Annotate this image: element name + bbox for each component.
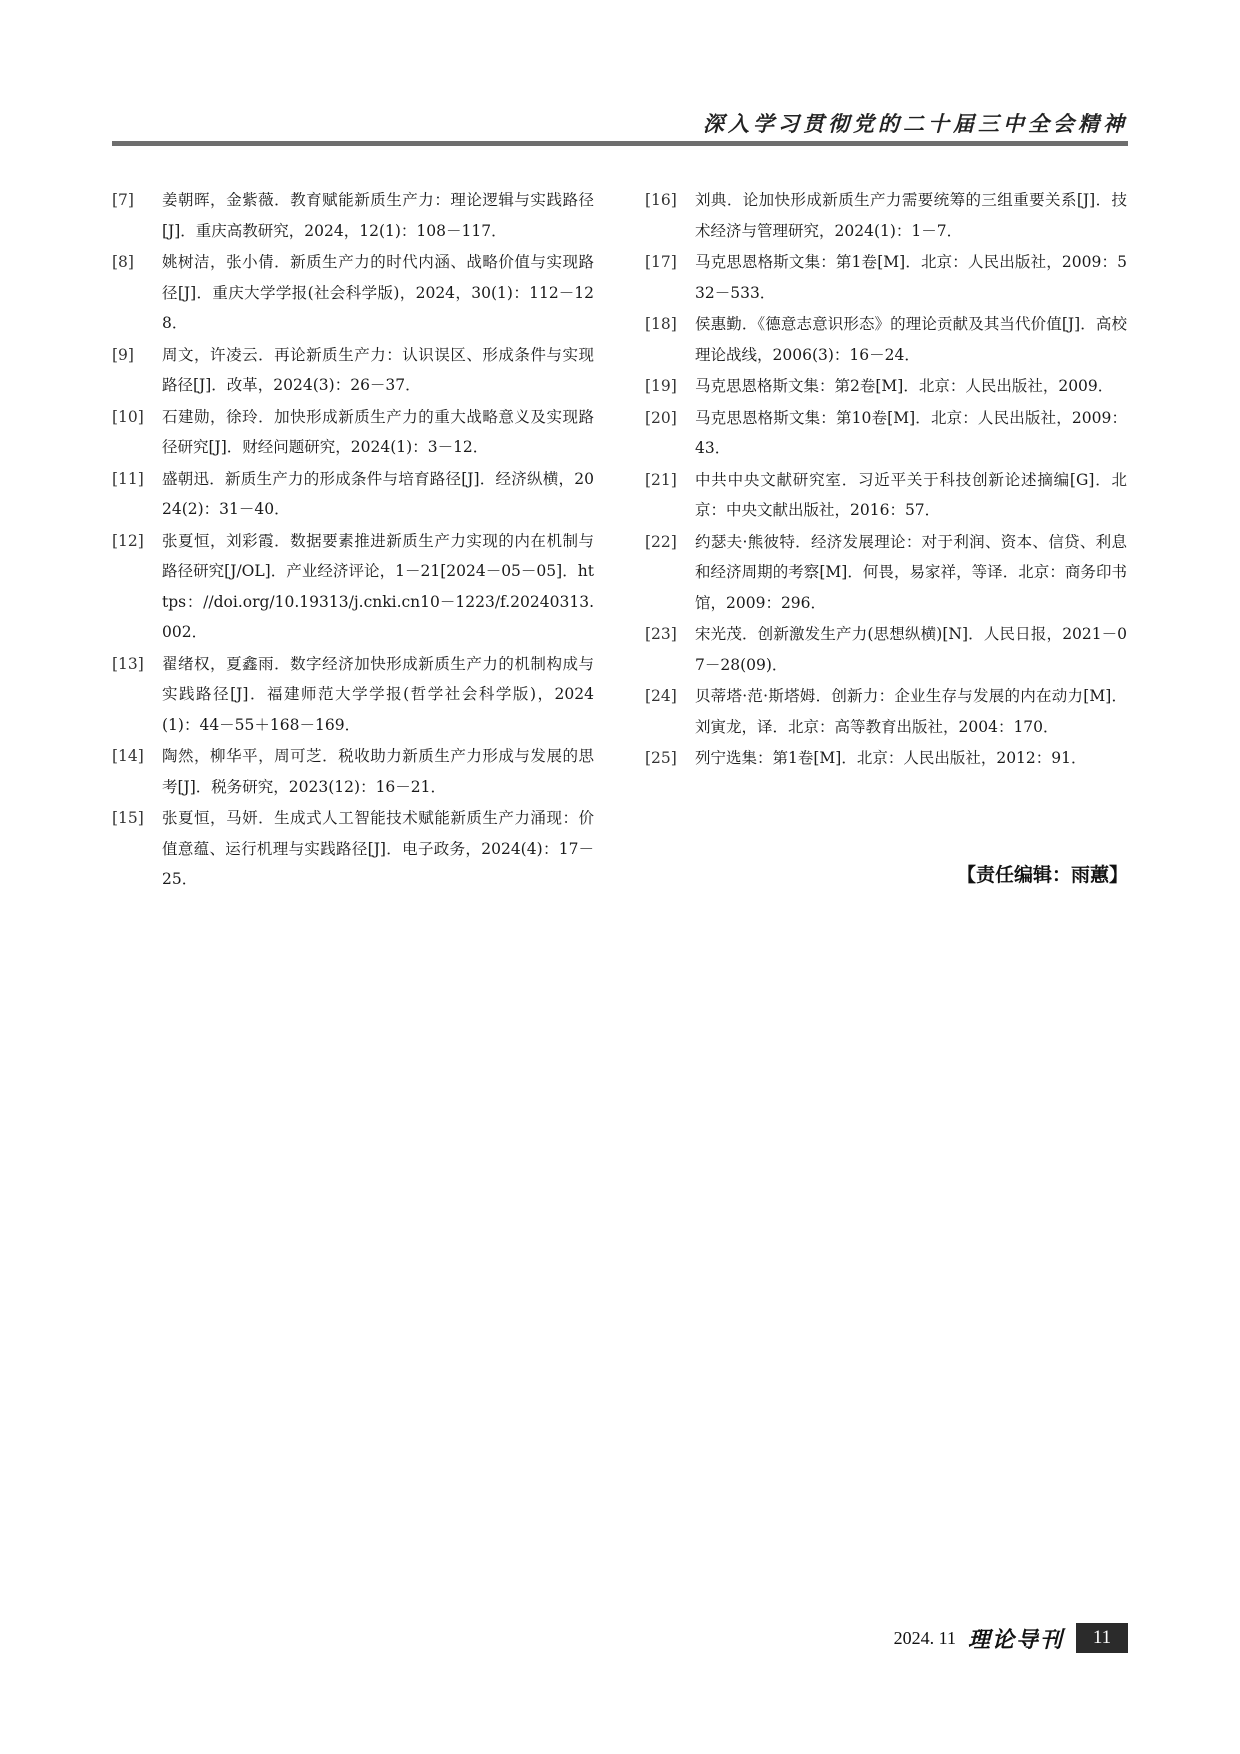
reference-item	[112, 185, 594, 246]
reference-number: [10]	[112, 407, 144, 426]
reference-item	[645, 619, 1127, 680]
reference-item	[645, 403, 1127, 464]
reference-text: 张夏恒，马妍．生成式人工智能技术赋能新质生产力涌现：价值意蕴、运行机理与实践路径[J]．电子政务，2024(4)：17－25．	[162, 809, 594, 888]
reference-text: 马克思恩格斯文集：第1卷[M]．北京：人民出版社，2009：532－533．	[695, 253, 1127, 302]
reference-number: [12]	[112, 531, 144, 550]
reference-text: 周文，许凌云．再论新质生产力：认识误区、形成条件与实现路径[J]．改革，2024(3)：26－37．	[162, 345, 594, 394]
reference-number: [24]	[645, 687, 677, 705]
reference-text: 石建勋，徐玲．加快形成新质生产力的重大战略意义及实现路径研究[J]．财经问题研究，2024(1)：3－12．	[162, 407, 594, 456]
running-header-title: 深入学习贯彻党的二十届三中全会精神	[703, 112, 1128, 136]
reference-number: [22]	[645, 532, 677, 551]
reference-item	[645, 371, 1127, 402]
reference-item	[645, 681, 1127, 742]
reference-text: 陶然，柳华平，周可芝．税收助力新质生产力形成与发展的思考[J]．税务研究，2023(12)：16－21．	[162, 747, 594, 796]
page-footer	[894, 1623, 1128, 1653]
reference-number: [17]	[645, 253, 677, 271]
reference-number: [14]	[112, 747, 144, 765]
reference-text: 中共中央文献研究室．习近平关于科技创新论述摘编[G]．北京：中央文献出版社，2016：57．	[695, 470, 1127, 519]
references-right-column	[645, 185, 1127, 775]
reference-item	[112, 247, 594, 339]
reference-number: [8]	[112, 253, 134, 271]
reference-item	[645, 309, 1127, 370]
reference-item	[645, 527, 1127, 619]
reference-number: [21]	[645, 470, 677, 489]
reference-item	[112, 526, 594, 648]
reference-text: 姜朝晖，金紫薇．教育赋能新质生产力：理论逻辑与实践路径[J]．重庆高教研究，2024，12(1)：108－117．	[162, 191, 594, 240]
reference-number: [11]	[112, 469, 144, 488]
reference-item	[112, 402, 594, 463]
reference-number: [13]	[112, 654, 144, 673]
reference-item	[112, 803, 594, 895]
reference-text: 约瑟夫·熊彼特．经济发展理论：对于利润、资本、信贷、利息和经济周期的考察[M]．何畏，易家祥，等译．北京：商务印书馆，2009：296．	[695, 532, 1127, 612]
reference-number: [23]	[645, 625, 677, 643]
reference-number: [25]	[645, 749, 677, 767]
responsible-editor-note: 【责任编辑：雨蕙】	[956, 864, 1128, 886]
journal-name: 理论导刊	[967, 1626, 1064, 1653]
references-left-column	[112, 185, 594, 896]
reference-number: [16]	[645, 191, 677, 209]
header-rule	[112, 141, 1128, 146]
reference-item	[112, 741, 594, 802]
reference-number: [18]	[645, 315, 677, 333]
reference-text: 盛朝迅．新质生产力的形成条件与培育路径[J]．经济纵横，2024(2)：31－40．	[162, 469, 594, 518]
reference-text: 宋光茂．创新激发生产力(思想纵横)[N]．人民日报，2021－07－28(09)．	[695, 625, 1127, 674]
reference-item	[112, 649, 594, 741]
reference-text: 马克思恩格斯文集：第2卷[M]．北京：人民出版社，2009．	[695, 377, 1114, 395]
reference-number: [7]	[112, 191, 134, 209]
reference-text: 侯惠勤．《德意志意识形态》的理论贡献及其当代价值[J]．高校理论战线，2006(3)：16－24．	[695, 315, 1127, 364]
reference-text: 贝蒂塔·范·斯塔姆．创新力：企业生存与发展的内在动力[M]．刘寅龙，译．北京：高等教育出版社，2004：170．	[695, 687, 1127, 736]
reference-item	[645, 743, 1127, 774]
reference-number: [20]	[645, 408, 677, 427]
reference-text: 张夏恒，刘彩霞．数据要素推进新质生产力实现的内在机制与路径研究[J/OL]．产业经济评论，1－21[2024－05－05]．https：//doi.org/10.19313/j.cnki.cn10－1223/f.20240313.002．	[162, 531, 594, 641]
reference-item	[645, 465, 1127, 526]
reference-item	[645, 247, 1127, 308]
reference-number: [19]	[645, 377, 677, 395]
reference-number: [15]	[112, 809, 144, 827]
reference-number: [9]	[112, 345, 134, 364]
page-number: 11	[1076, 1623, 1128, 1653]
reference-text: 刘典．论加快形成新质生产力需要统筹的三组重要关系[J]．技术经济与管理研究，2024(1)：1－7．	[695, 191, 1127, 240]
reference-text: 翟绪权，夏鑫雨．数字经济加快形成新质生产力的机制构成与实践路径[J]．福建师范大学学报(哲学社会科学版)，2024(1)：44－55＋168－169．	[162, 654, 594, 734]
reference-item	[645, 185, 1127, 246]
reference-text: 姚树洁，张小倩．新质生产力的时代内涵、战略价值与实现路径[J]．重庆大学学报(社会科学版)，2024，30(1)：112－128．	[162, 253, 594, 332]
reference-text: 马克思恩格斯文集：第10卷[M]．北京：人民出版社，2009：43．	[695, 408, 1127, 457]
reference-item	[112, 340, 594, 401]
issue-date: 2024. 11	[893, 1627, 956, 1648]
reference-text: 列宁选集：第1卷[M]．北京：人民出版社，2012：91．	[695, 749, 1087, 767]
reference-item	[112, 464, 594, 525]
